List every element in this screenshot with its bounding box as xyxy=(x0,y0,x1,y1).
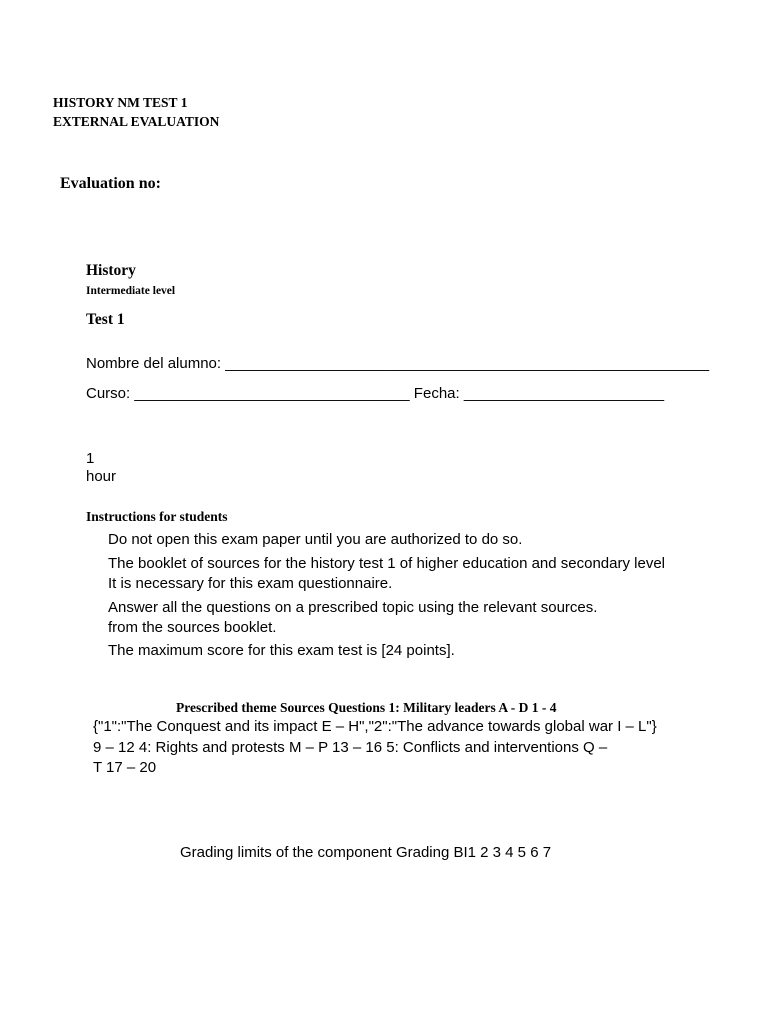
exam-code-title: HISTORY NM TEST 1 xyxy=(53,95,188,110)
instruction-line: It is necessary for this exam questionnaire. xyxy=(108,575,393,592)
evaluation-number-label: Evaluation no: xyxy=(60,175,161,192)
course-date-field[interactable]: Curso: _________________________________ Fecha: ________________________ xyxy=(86,385,665,402)
subject-title: History xyxy=(86,262,136,279)
subject-level: Intermediate level xyxy=(86,285,176,297)
instruction-line: Answer all the questions on a prescribed topic using the relevant sources. xyxy=(108,599,598,616)
duration-unit: hour xyxy=(86,468,117,485)
student-name-field[interactable]: Nombre del alumno: __________________________________________________________ xyxy=(86,355,710,372)
test-title: Test 1 xyxy=(86,311,125,328)
instruction-line: from the sources booklet. xyxy=(108,619,277,636)
instruction-line: The maximum score for this exam test is [24 points]. xyxy=(108,642,455,659)
evaluation-type-title: EXTERNAL EVALUATION xyxy=(53,114,220,129)
instructions-heading: Instructions for students xyxy=(86,509,228,524)
instruction-line: The booklet of sources for the history test 1 of higher education and secondary level xyxy=(108,555,665,572)
theme-line: {"1":"The Conquest and its impact E – H","2":"The advance towards global war I – L"} xyxy=(93,718,657,735)
instruction-line: Do not open this exam paper until you are authorized to do so. xyxy=(108,531,523,548)
prescribed-theme-heading: Prescribed theme Sources Questions 1: Military leaders A - D 1 - 4 xyxy=(176,700,557,715)
theme-line: 9 – 12 4: Rights and protests M – P 13 – 16 5: Conflicts and interventions Q – xyxy=(93,739,608,756)
duration-value: 1 xyxy=(86,450,95,467)
theme-line: T 17 – 20 xyxy=(93,759,157,776)
grading-limits-text: Grading limits of the component Grading BI1 2 3 4 5 6 7 xyxy=(180,844,552,861)
